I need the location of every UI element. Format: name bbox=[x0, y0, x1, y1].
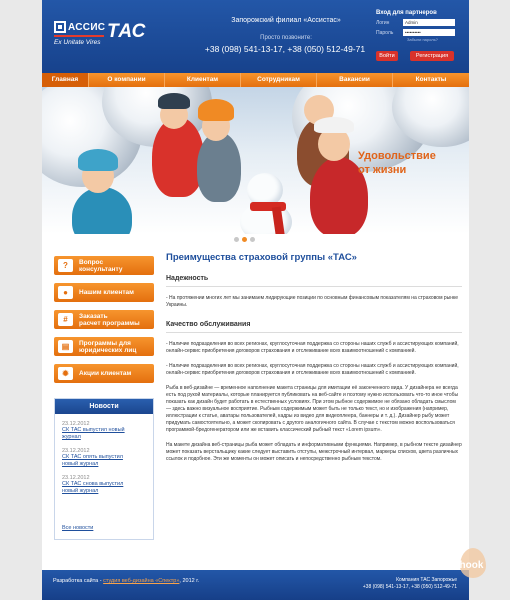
question-icon: ? bbox=[58, 259, 73, 272]
password-label: Пароль bbox=[376, 29, 394, 36]
logo-mark-icon bbox=[54, 21, 66, 33]
paragraph: - Наличие подразделения во всех регионах, круглосуточная поддержка со стороны наших служб и ассистирующих компаний, онлайн-сервис приобретения договоров страхования и отслеживание всех взаимоотношений с компанией. bbox=[166, 363, 459, 376]
logo-name: АССИС bbox=[68, 21, 106, 33]
ask-consultant-button[interactable]: ? Вопрос консультанту bbox=[54, 256, 154, 275]
folders-icon: ▤ bbox=[58, 340, 73, 353]
paragraph: - На протяжении многих лет мы занимаем лидирующие позиции по основным финансовым показателям на страховом рынке Украины. bbox=[166, 295, 459, 308]
legal-entities-programs-button[interactable]: ▤ Программы для юридических лиц bbox=[54, 337, 154, 356]
nav-contacts[interactable]: Контакты bbox=[415, 76, 447, 83]
register-button[interactable]: Регистрация bbox=[410, 51, 454, 61]
watermark: shook bbox=[448, 548, 498, 588]
news-panel bbox=[54, 398, 154, 540]
nav-vacancies[interactable]: Вакансии bbox=[317, 73, 393, 87]
login-input[interactable] bbox=[403, 19, 455, 26]
user-icon: ● bbox=[58, 286, 73, 299]
paragraph: На макете дизайна веб-страницы рыба может обладать и информативными функциями. Например, в рыбном тексте дизайнер может показать верстальщику какие следует выставить отступы, межстрочный интервал, маркеры списков, цвета различных ссылок и подобное. Эти же моменты он может описать и непосредственно рыбным текстом. bbox=[166, 442, 462, 462]
nav-about[interactable]: О компании bbox=[89, 73, 165, 87]
footer-company: Компания ТАС Запорожье bbox=[396, 577, 457, 583]
footer-phones: +38 (098) 541-13-17, +38 (050) 512-49-71 bbox=[362, 584, 457, 590]
partner-login-form bbox=[376, 10, 469, 73]
login-label: Логин bbox=[376, 19, 390, 26]
branch-title: Запорожский филиал «Ассистас» bbox=[231, 17, 341, 24]
divider bbox=[166, 332, 462, 333]
slider-dot[interactable] bbox=[250, 237, 255, 242]
badge-icon: ✹ bbox=[58, 367, 73, 380]
header-phones: +38 (098) 541-13-17, +38 (050) 512-49-71 bbox=[204, 44, 366, 54]
order-calculation-button[interactable]: # Заказать расчет программы bbox=[54, 310, 154, 329]
divider bbox=[166, 286, 462, 287]
child-figure bbox=[152, 117, 204, 197]
section-heading-reliability: Надежность bbox=[166, 275, 209, 282]
nav-clients[interactable]: Клиентам bbox=[165, 73, 241, 87]
news-item bbox=[55, 448, 153, 468]
partner-login-title: Вход для партнеров bbox=[376, 10, 437, 16]
paragraph: Рыба в веб-дизайне — временное наполнение макета страницы для имитации её законченного вида. У дизайнера не всегда есть под рукой материалы, которые планируется публиковать на веб-сайте и поэтому нужно использовать что-то иное чтобы показать как дизайн будет работать в естественных условиях. При этом рыбное содержимое не обязано обладать смыслом — здесь важно визуальное восприятие. Рыбным содержимым может быть не только текст, но и изображения (например, иллюстрации к статье, аватары пользователей, кадры из видео для видеоплеера, баннеры и т. д.). Дизайнер рыбу может придумать самостоятельно, а может скопировать с другого аналогичного сайта. В случае с текстом можно воспользоваться программой-бредогенератором или же вставить классический рыбный текст «Lorem ipsum». bbox=[166, 385, 459, 433]
main-nav bbox=[42, 73, 469, 87]
password-input[interactable] bbox=[403, 29, 455, 36]
calculator-icon: # bbox=[58, 313, 73, 326]
call-us-label: Просто позвоните: bbox=[260, 35, 312, 41]
news-link[interactable]: СК ТАС опять выпустил новый журнал bbox=[62, 454, 123, 467]
our-clients-button[interactable]: ● Нашим клиентам bbox=[54, 283, 154, 302]
client-promotions-button[interactable]: ✹ Акции клиентам bbox=[54, 364, 154, 383]
page bbox=[42, 0, 469, 600]
news-date: 23.12.2012 bbox=[62, 448, 90, 454]
all-news-link[interactable]: Все новости bbox=[62, 525, 94, 531]
studio-link[interactable]: студия веб-дизайна «Спектр» bbox=[103, 578, 180, 584]
footer bbox=[42, 570, 469, 600]
news-item bbox=[55, 421, 153, 441]
news-title: Новости bbox=[55, 399, 153, 414]
nav-home[interactable]: Главная bbox=[42, 73, 89, 87]
slider-dot[interactable] bbox=[234, 237, 239, 242]
section-heading-quality: Качество обслуживания bbox=[166, 321, 251, 328]
slider-dots bbox=[234, 237, 258, 242]
news-item bbox=[55, 475, 153, 495]
logo-motto: Ex Unitate Vires bbox=[54, 39, 101, 46]
news-date: 23.12.2012 bbox=[62, 421, 90, 427]
logo[interactable] bbox=[54, 18, 162, 54]
footer-credits: Разработка сайта - студия веб-дизайна «Спектр», 2012 г. bbox=[53, 578, 200, 584]
footer-contacts bbox=[363, 577, 457, 591]
login-button[interactable]: Войти bbox=[376, 51, 398, 61]
child-figure bbox=[197, 132, 241, 202]
hero-banner[interactable] bbox=[42, 87, 469, 234]
page-title: Преимущества страховой группы «ТАС» bbox=[166, 252, 357, 263]
logo-big-text: ТАС bbox=[107, 21, 146, 42]
main-content bbox=[166, 252, 462, 463]
slider-dot-active[interactable] bbox=[242, 237, 247, 242]
paragraph: - Наличие подразделения во всех регионах, круглосуточная поддержка со стороны наших служб и ассистирующих компаний, онлайн-сервис приобретения договоров страхования и отслеживание всех взаимоотношений с компанией. bbox=[166, 341, 459, 354]
news-link[interactable]: СК ТАС выпустил новый журнал bbox=[62, 427, 125, 440]
forgot-password-link[interactable]: Забыли пароль? bbox=[407, 37, 438, 42]
news-link[interactable]: СК ТАС снова выпустил новый журнал bbox=[62, 481, 124, 494]
header bbox=[42, 0, 469, 73]
child-figure bbox=[72, 187, 132, 234]
nav-employees[interactable]: Сотрудникам bbox=[241, 73, 317, 87]
hero-slogan: Удовольствие от жизни bbox=[358, 150, 436, 176]
news-date: 23.12.2012 bbox=[62, 475, 90, 481]
